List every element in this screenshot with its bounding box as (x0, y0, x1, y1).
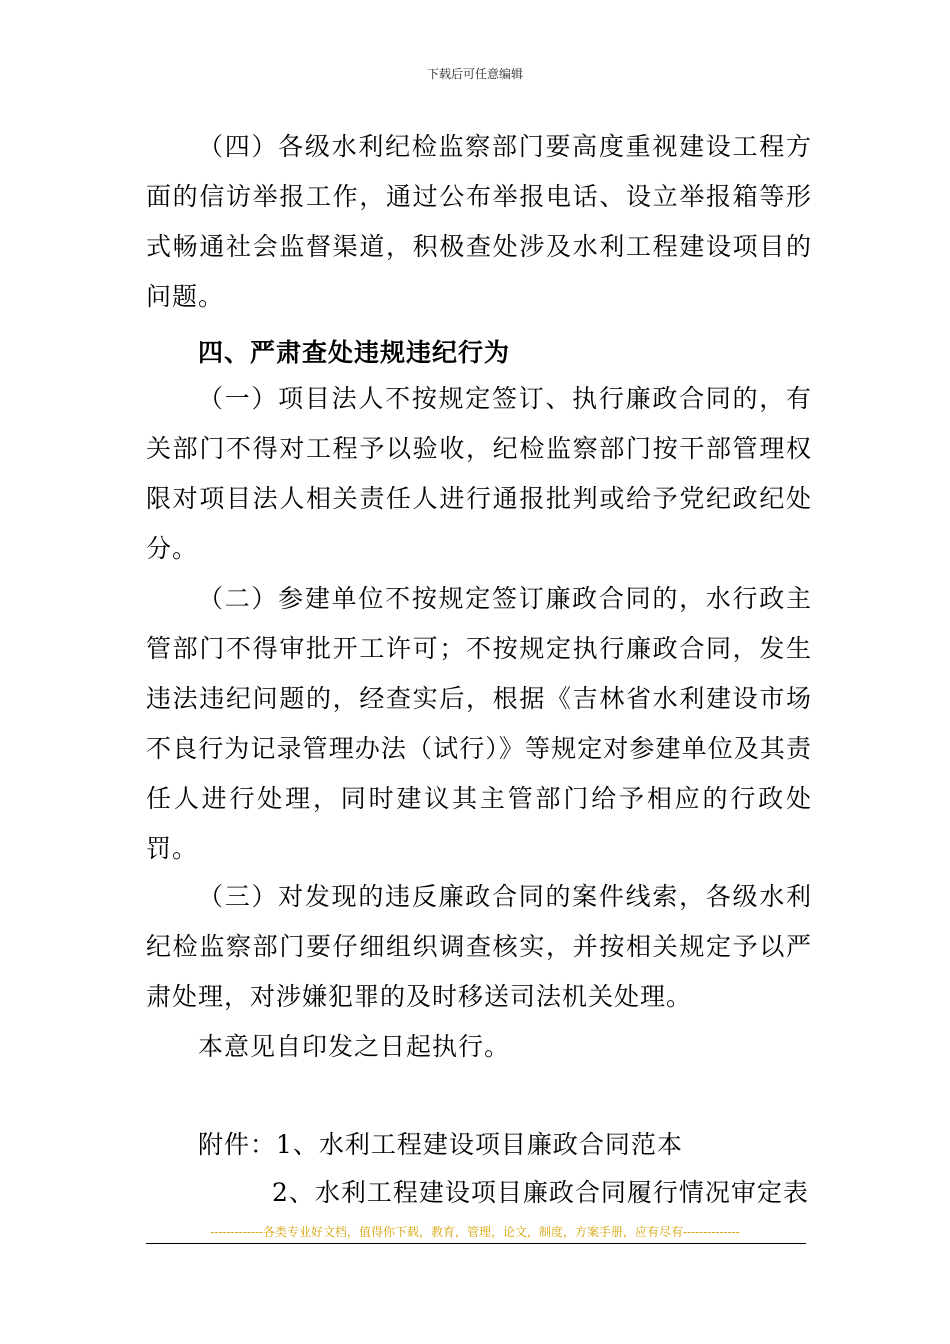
section-heading-4: 四、严肃查处违规违纪行为 (198, 338, 511, 367)
paragraph-2-participating-units (146, 574, 812, 874)
paragraph-text: （二）参建单位不按规定签订廉政合同的，水行政主管部门不得审批开工许可；不按规定执行廉政合同，发生违法违纪问题的，经查实后，根据《吉林省水利建设市场不良行为记录管理办法（试行）》等规定对参建单位及其责任人进行处理，同时建议其主管部门给予相应的行政处罚。 (146, 584, 812, 863)
attachment-line-1 (198, 1120, 683, 1170)
paragraph-text: （一）项目法人不按规定签订、执行廉政合同的，有关部门不得对工程予以验收，纪检监察部门按干部管理权限对项目法人相关责任人进行通报批判或给予党纪政纪处分。 (146, 384, 812, 563)
paragraph-4-petition (146, 122, 812, 322)
attachment-label: 附件： (198, 1130, 277, 1159)
paragraph-1-project-legal-person (146, 374, 812, 574)
paragraph-3-case-clues (146, 872, 812, 1022)
footer-divider (146, 1243, 806, 1244)
paragraph-text: （三）对发现的违反廉政合同的案件线索，各级水利纪检监察部门要仔细组织调查核实，并按相关规定予以严肃处理，对涉嫌犯罪的及时移送司法机关处理。 (146, 882, 812, 1011)
attachment-item-2: 2、水利工程建设项目廉政合同履行情况审定表 (272, 1178, 809, 1207)
page-header: 下载后可任意编辑 (426, 67, 523, 81)
attachment-line-2 (272, 1168, 809, 1218)
attachment-item-1: 1、水利工程建设项目廉政合同范本 (276, 1130, 683, 1159)
paragraph-text: （四）各级水利纪检监察部门要高度重视建设工程方面的信访举报工作，通过公布举报电话、设立举报箱等形式畅通社会监督渠道，积极查处涉及水利工程建设项目的问题。 (146, 132, 812, 311)
footer-note: -------------各类专业好文档，值得你下载，教育，管理，论文，制度，方案手册，应有尽有-------------- (210, 1225, 740, 1239)
closing-statement: 本意见自印发之日起执行。 (198, 1032, 511, 1061)
